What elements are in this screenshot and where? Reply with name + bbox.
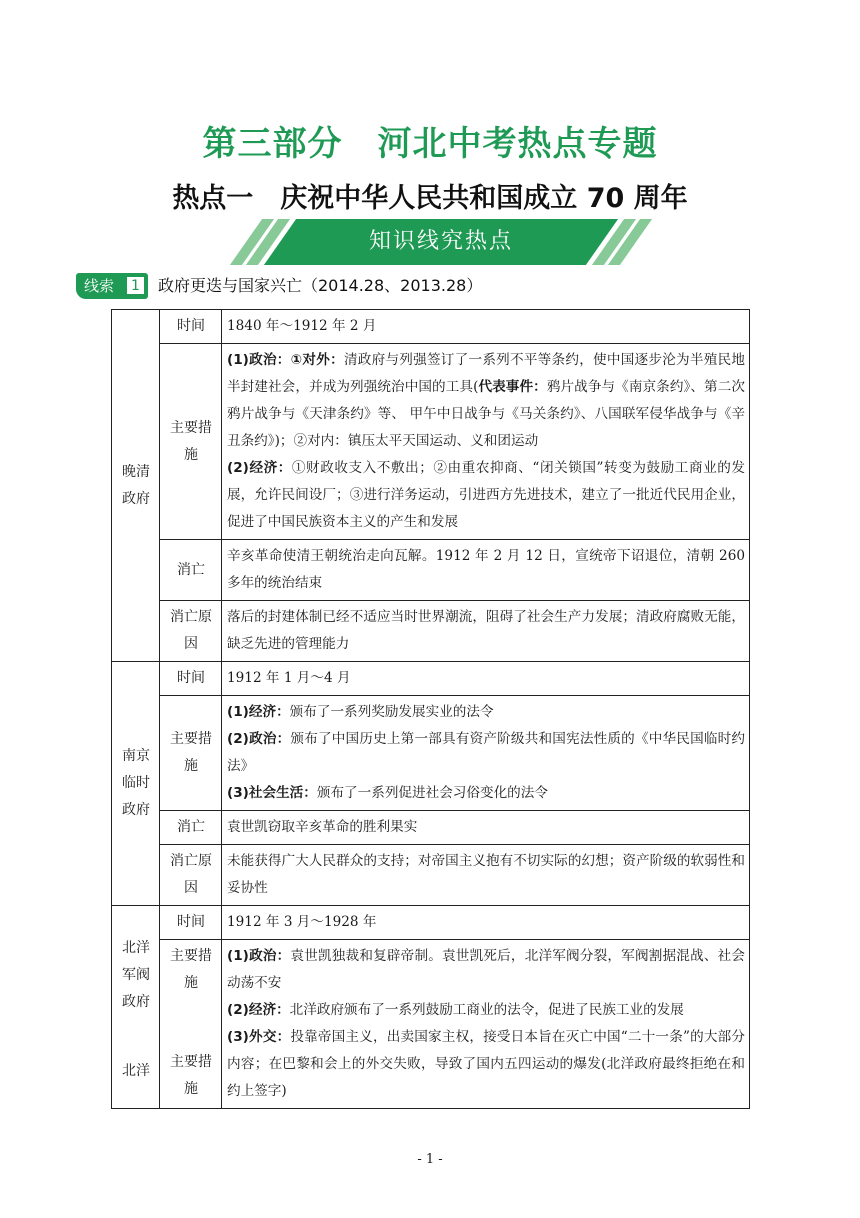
item-label: 消亡 (160, 811, 222, 845)
table-row (112, 906, 750, 940)
economy-head: (2)经济： (227, 1002, 290, 1018)
economy-head: (2)经济： (227, 460, 292, 476)
page-number: - 1 - (417, 1152, 443, 1167)
item-label: 消亡原因 (160, 601, 222, 662)
item-label: 消亡 (160, 540, 222, 601)
item-label: 时间 (160, 310, 222, 344)
diplomacy-head: (3)外交： (227, 1029, 291, 1045)
table-row (112, 845, 750, 906)
clue-heading (76, 269, 776, 301)
banner-text: 知识线究热点 (368, 229, 513, 254)
era-cell (112, 906, 160, 1109)
table-row (112, 540, 750, 601)
diplomacy-text: 投靠帝国主义，出卖国家主权，接受日本旨在灭亡中国“二十一条”的大部分内容；在巴黎和会上的外交失败，导致了国内五四运动的爆发(北洋政府最终拒绝在和约上签字) (227, 1029, 745, 1099)
economy-text: 颁布了一系列奖励发展实业的法令 (289, 704, 494, 720)
economy-head: (1)经济： (227, 704, 290, 720)
table-row (112, 310, 750, 344)
era-name: 北洋军阀政府 (122, 940, 150, 1010)
politics-head: (1)政治： (227, 352, 291, 368)
content-cell: 1912 年 3 月～1928 年 (222, 906, 750, 940)
table-row (112, 601, 750, 662)
politics-head: (2)政治： (227, 731, 291, 747)
item-label: 主要措施 (160, 344, 222, 540)
item-label: 消亡原因 (160, 845, 222, 906)
table-row (112, 811, 750, 845)
content-cell: 袁世凯窃取辛亥革命的胜利果实 (222, 811, 750, 845)
topic-title: 热点一 庆祝中华人民共和国成立 70 周年 (172, 183, 688, 214)
politics-head: (1)政治： (227, 948, 291, 964)
measures-label: 主要措施 (170, 948, 212, 991)
government-table (111, 309, 750, 1109)
economy-text: 北洋政府颁布了一系列鼓励工商业的法令，促进了民族工业的发展 (289, 1002, 684, 1018)
content-cell (222, 344, 750, 540)
content-cell: 落后的封建体制已经不适应当时世界潮流，阻碍了社会生产力发展；清政府腐败无能，缺乏先进的管理能力 (222, 601, 750, 662)
part-title: 第三部分 河北中考热点专题 (202, 124, 658, 164)
clue-number: 1 (126, 276, 145, 295)
economy-text: ①财政收支入不敷出；②由重农抑商、“闭关锁国”转变为鼓励工商业的发展，允许民间设厂；③进行洋务运动，引进西方先进技术，建立了一批近代民用企业，促进了中国民族资本主义的产生和发展 (227, 460, 745, 530)
politics-text: 鸦片战争与《南京条约》、第二次鸦片战争与《天津条约》等、 甲午中日战争与《马关条约》、八国联军侵华战争与《辛丑条约》)；②对内：镇压太平天国运动、义和团运动 (227, 379, 745, 449)
era-name-continued: 北洋 (122, 1063, 150, 1079)
content-cell: 辛亥革命使清王朝统治走向瓦解。1912 年 2 月 12 日，宣统帝下诏退位，清朝 260 多年的统治结束 (222, 540, 750, 601)
events-label: 代表事件： (478, 379, 547, 395)
politics-text: 清政府与列强签订了一系列不平等条约，使中国逐步沦为半殖民地半封建社会，并成为列强统治中国的工具( (227, 352, 746, 395)
politics-text: 颁布了中国历史上第一部具有资产阶级共和国宪法性质的《中华民国临时约法》 (227, 731, 745, 774)
table-row (112, 940, 750, 1109)
era-cell: 晚清政府 (112, 310, 160, 662)
politics-sub: ①对外： (290, 352, 344, 368)
content-cell: 未能获得广大人民群众的支持；对帝国主义抱有不切实际的幻想；资产阶级的软弱性和妥协性 (222, 845, 750, 906)
item-label (160, 940, 222, 1109)
table-row (112, 696, 750, 811)
content-cell (222, 940, 750, 1109)
social-head: (3)社会生活： (227, 785, 317, 801)
item-label: 时间 (160, 906, 222, 940)
era-cell: 南京临时政府 (112, 662, 160, 906)
item-label: 主要措施 (160, 696, 222, 811)
table-row (112, 662, 750, 696)
clue-text: 政府更迭与国家兴亡（2014.28、2013.28） (158, 276, 483, 295)
measures-label-continued: 主要措施 (170, 1054, 212, 1097)
clue-label: 线索 (84, 277, 115, 295)
item-label: 时间 (160, 662, 222, 696)
social-text: 颁布了一系列促进社会习俗变化的法令 (316, 785, 548, 801)
content-cell: 1840 年～1912 年 2 月 (222, 310, 750, 344)
section-banner (246, 219, 636, 265)
table-row (112, 344, 750, 540)
content-cell (222, 696, 750, 811)
politics-text: 袁世凯独裁和复辟帝制。袁世凯死后，北洋军阀分裂，军阀割据混战、社会动荡不安 (227, 948, 745, 991)
content-cell: 1912 年 1 月～4 月 (222, 662, 750, 696)
